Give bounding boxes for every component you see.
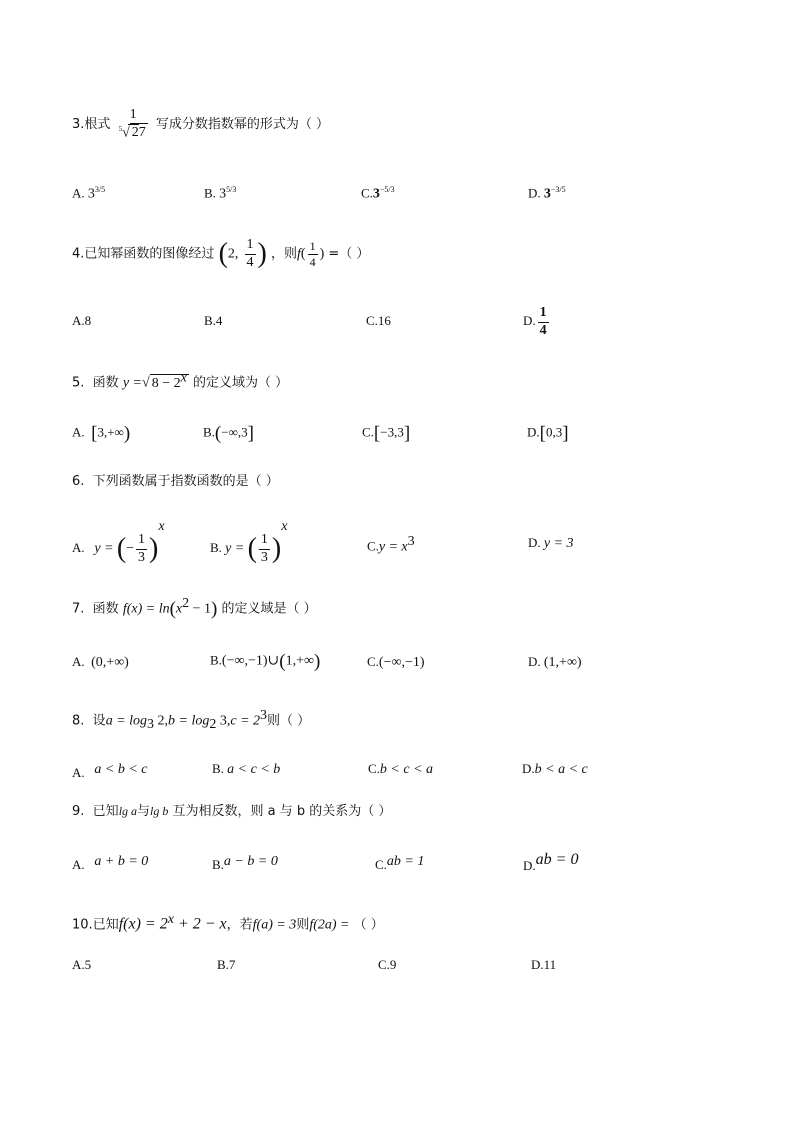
question-number: 6.: [72, 474, 85, 489]
option-a[interactable]: A. y = (− $\frac{1}{3}$ )$^x$: [72, 519, 165, 565]
option-d[interactable]: D.ab = 0: [523, 851, 579, 873]
question-3-fraction: $\frac{1}{^5√ 27}$: [118, 107, 146, 141]
question-10-stem: 10.已知$f(x) = 2^x + 2 - x$，若f(a) = 3则f(2a) = （ ）: [72, 912, 384, 933]
option-c[interactable]: C.ab = 1: [375, 854, 425, 872]
option-b[interactable]: B.(−∞,−1)∪(1,+∞): [210, 651, 321, 672]
option-c[interactable]: C.16: [366, 313, 391, 328]
question-number: 7.: [72, 601, 85, 617]
option-c[interactable]: C.[−3,3]: [362, 423, 411, 444]
option-b[interactable]: B. $3^{5/3}$: [204, 185, 237, 202]
option-d[interactable]: D.b < a < c: [522, 761, 588, 777]
option-a[interactable]: A.8: [72, 313, 92, 328]
option-d[interactable]: D.[0,3]: [527, 423, 569, 444]
option-b[interactable]: B. y = ( $\frac{1}{3}$ )$^x$: [210, 519, 288, 565]
question-4-stem: 4.已知幂函数的图像经过 (2, $\frac{1}{4}$ ) ，则f( $\frac{1}{4}$ ) =（ ）: [72, 237, 370, 270]
question-number: 8.: [72, 713, 85, 729]
option-b[interactable]: B.7: [217, 957, 236, 972]
option-d[interactable]: D. $\frac{1}{4}$: [523, 305, 547, 338]
option-c[interactable]: C.9: [378, 957, 397, 972]
option-a[interactable]: A. [3,+∞): [72, 423, 131, 444]
option-a[interactable]: A. $3^{3/5}$: [72, 185, 106, 202]
option-d[interactable]: D.11: [531, 957, 557, 972]
question-3-stem: 3.根式 $\frac{1}{^5√ 27}$ 写成分数指数幂的形式为（ ）: [72, 107, 330, 141]
question-5-stem: 5. 函数 y =√ $8 - 2^x$ 的定义域为（ ）: [72, 370, 289, 391]
option-c[interactable]: $C.3^{-5/3}$: [361, 185, 395, 202]
option-b[interactable]: B.(−∞,3]: [203, 423, 254, 444]
option-a[interactable]: A.5: [72, 957, 92, 972]
question-9-stem: 9. 已知lg a与lg b 互为相反数，则 a 与 b 的关系为（ ）: [72, 804, 392, 819]
option-d[interactable]: D. $3^{-3/5}$: [528, 185, 566, 202]
option-b[interactable]: B.4: [204, 313, 223, 328]
question-number: 5.: [72, 375, 85, 391]
option-a[interactable]: A. (0,+∞): [72, 654, 129, 670]
option-b[interactable]: B.a − b = 0: [212, 854, 278, 872]
option-a[interactable]: A. a + b = 0: [72, 854, 149, 872]
option-c[interactable]: C.(−∞,−1): [367, 654, 425, 670]
option-a[interactable]: A. a < b < c: [72, 762, 148, 780]
question-number: 10.: [72, 917, 93, 933]
question-number: 9.: [72, 804, 85, 819]
option-c[interactable]: C.b < c < a: [368, 761, 434, 777]
option-b[interactable]: B. a < c < b: [212, 761, 281, 777]
option-d[interactable]: D. (1,+∞): [528, 654, 582, 670]
question-6-stem: 6. 下列函数属于指数函数的是（ ）: [72, 474, 279, 489]
question-7-stem: 7. 函数 $f(x) = \ln(x^2 - 1)$ 的定义域是（ ）: [72, 596, 317, 620]
question-number: 3.: [72, 117, 85, 133]
question-number: 4.: [72, 246, 85, 262]
question-8-stem: 8. 设$a = \log_3 2,b = \log_2 3,c = 2^3$则（ ）: [72, 708, 311, 732]
option-d[interactable]: D. y = 3: [528, 535, 574, 551]
option-c[interactable]: $C.y = x^3$: [367, 534, 415, 555]
